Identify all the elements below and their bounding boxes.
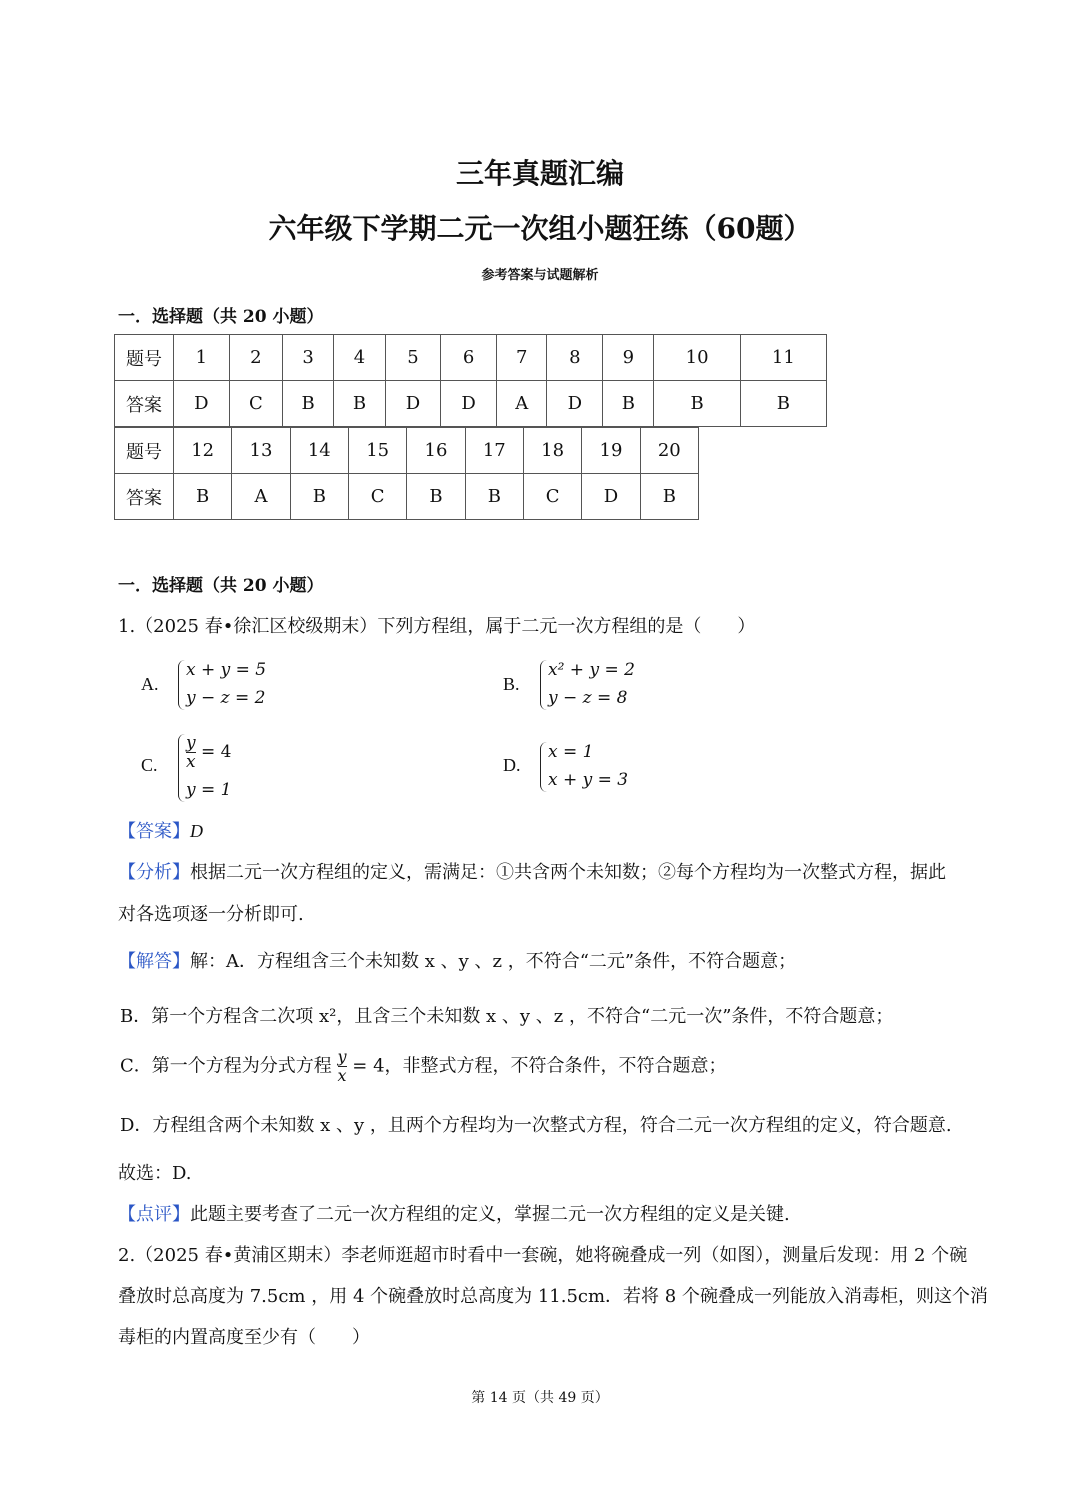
section-heading: 一．选择题（共 20 小题）	[118, 307, 324, 327]
choose-line: 故选：D.	[118, 1163, 192, 1184]
brace	[540, 742, 547, 792]
answer-cell: B	[603, 381, 654, 427]
question-number-cell: 10	[654, 335, 740, 381]
q2-stem-3: 毒柜的内置高度至少有（ ）	[118, 1327, 370, 1348]
equation: x² + y = 2	[548, 660, 635, 680]
question-number-cell: 7	[496, 335, 546, 381]
answer-cell: B	[290, 474, 348, 520]
question-number-cell: 14	[290, 428, 348, 474]
equation: x + y = 3	[548, 770, 629, 790]
comment-text: 此题主要考查了二元一次方程组的定义，掌握二元一次方程组的定义是关键.	[190, 1204, 790, 1225]
question-number-cell: 16	[407, 428, 465, 474]
brace	[178, 734, 185, 802]
row-label: 题号	[115, 428, 174, 474]
option-label: B.	[503, 674, 520, 694]
answer-table-part1	[114, 334, 827, 427]
question-number-cell: 2	[229, 335, 282, 381]
table-row	[115, 428, 699, 474]
answer-cell: B	[740, 381, 826, 427]
answer-tag: 【答案】	[118, 821, 190, 842]
denominator: x	[186, 752, 196, 772]
section-heading: 一．选择题（共 20 小题）	[118, 576, 324, 596]
brace	[178, 660, 185, 710]
solution-c-text: = 4，非整式方程，不符合条件，不符合题意；	[352, 1055, 727, 1077]
doc-caption: 参考答案与试题解析	[481, 268, 599, 283]
table-row	[115, 335, 827, 381]
question-number-cell: 13	[232, 428, 290, 474]
question-number-cell: 15	[348, 428, 406, 474]
row-label: 答案	[115, 474, 174, 520]
analysis-text: 根据二元一次方程组的定义，需满足：①共含两个未知数；②每个方程均为一次整式方程，据此	[190, 862, 946, 883]
answer-cell: B	[174, 474, 232, 520]
denominator: x	[337, 1066, 347, 1085]
answer-table-part2	[114, 427, 699, 520]
doc-subtitle: 六年级下学期二元一次组小题狂练（60题）	[268, 212, 812, 245]
doc-title: 三年真题汇编	[455, 157, 624, 190]
numerator: y	[337, 1047, 347, 1066]
equation: x = 1	[548, 742, 594, 762]
answer-cell: D	[174, 381, 230, 427]
question-number-cell: 12	[174, 428, 232, 474]
solution-tag: 【解答】	[118, 951, 190, 972]
question-number-cell: 8	[547, 335, 603, 381]
table-row	[115, 381, 827, 427]
q2-stem-1: 2.（2025 春•黄浦区期末）李老师逛超市时看中一套碗，她将碗叠成一列（如图），测量后发现：用 2 个碗	[118, 1245, 968, 1266]
brace	[540, 660, 547, 710]
answer-cell: B	[282, 381, 333, 427]
equation-rhs: = 4	[201, 742, 232, 762]
answer-cell: B	[640, 474, 698, 520]
option-label: D.	[503, 755, 521, 775]
answer-line	[118, 817, 203, 843]
q1-stem: 1.（2025 春•徐汇区校级期末）下列方程组，属于二元一次方程组的是（ ）	[118, 616, 756, 637]
question-number-cell: 5	[385, 335, 441, 381]
answer-cell: C	[523, 474, 581, 520]
question-number-cell: 6	[441, 335, 497, 381]
row-label: 题号	[115, 335, 174, 381]
q2-stem-2: 叠放时总高度为 7.5cm ，用 4 个碗叠放时总高度为 11.5cm．若将 8 个碗叠成一列能放入消毒柜，则这个消	[118, 1286, 988, 1307]
question-number-cell: 18	[523, 428, 581, 474]
answer-cell: D	[547, 381, 603, 427]
option-label: C.	[141, 755, 158, 775]
comment-line	[118, 1200, 790, 1226]
answer-value: D	[190, 821, 203, 841]
solution-line	[118, 947, 796, 973]
question-number-cell: 1	[174, 335, 230, 381]
analysis-tag: 【分析】	[118, 862, 190, 883]
solution-d: D．方程组含两个未知数 x 、y ，且两个方程均为一次整式方程，符合二元一次方程组的定义，符合题意.	[120, 1115, 952, 1136]
answer-cell: B	[654, 381, 740, 427]
analysis-line	[118, 858, 946, 884]
numerator: y	[186, 733, 196, 753]
answer-cell: D	[582, 474, 640, 520]
question-number-cell: 17	[465, 428, 523, 474]
equation: y − z = 8	[548, 688, 628, 708]
question-number-cell: 11	[740, 335, 826, 381]
solution-c	[120, 1048, 727, 1085]
solution-b: B．第一个方程含二次项 x²，且含三个未知数 x 、y 、z ，不符合“二元一次”条件，不符合题意；	[120, 1006, 894, 1027]
answer-cell: D	[441, 381, 497, 427]
option-label: A.	[141, 674, 159, 694]
answer-cell: C	[229, 381, 282, 427]
equation: x + y = 5	[186, 660, 267, 680]
question-number-cell: 19	[582, 428, 640, 474]
answer-cell: B	[334, 381, 385, 427]
question-number-cell: 9	[603, 335, 654, 381]
answer-cell: C	[348, 474, 406, 520]
table-row	[115, 474, 699, 520]
answer-cell: B	[465, 474, 523, 520]
equation: y = 1	[186, 780, 232, 800]
answer-cell: A	[496, 381, 546, 427]
comment-tag: 【点评】	[118, 1204, 190, 1225]
answer-cell: A	[232, 474, 290, 520]
solution-a: 解：A．方程组含三个未知数 x 、y 、z ，不符合“二元”条件，不符合题意；	[190, 951, 797, 972]
solution-c-text: C．第一个方程为分式方程	[120, 1055, 332, 1077]
question-number-cell: 4	[334, 335, 385, 381]
row-label: 答案	[115, 381, 174, 427]
question-number-cell: 20	[640, 428, 698, 474]
equation: y − z = 2	[186, 688, 266, 708]
page-footer: 第 14 页（共 49 页）	[471, 1390, 609, 1406]
answer-cell: D	[385, 381, 441, 427]
answer-cell: B	[407, 474, 465, 520]
analysis-text-2: 对各选项逐一分析即可.	[118, 904, 304, 925]
question-number-cell: 3	[282, 335, 333, 381]
